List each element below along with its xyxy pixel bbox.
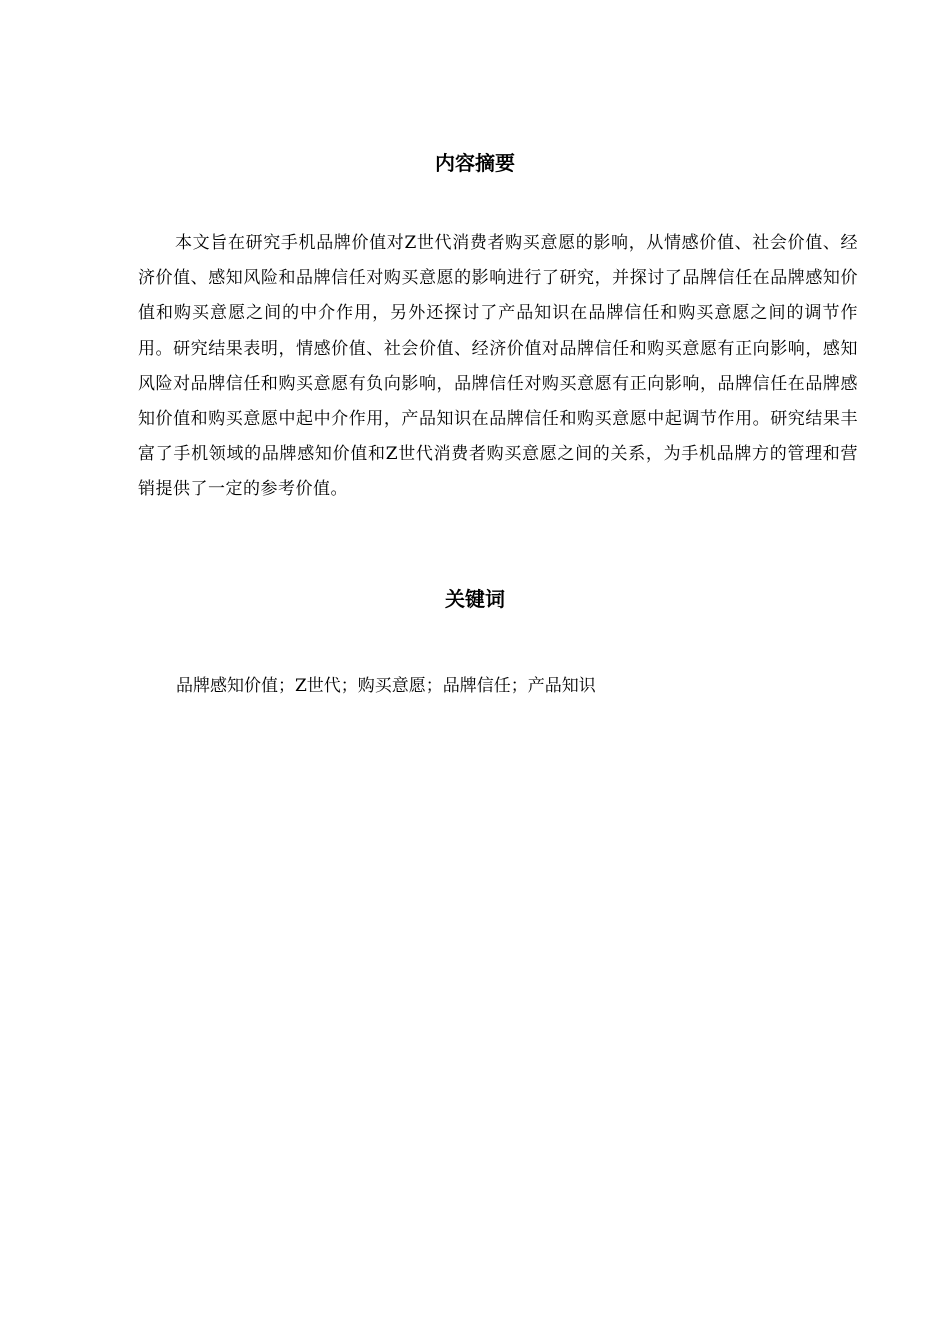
keywords-heading: 关键词 (445, 587, 505, 611)
keywords-list: 品牌感知价值；Z世代；购买意愿；品牌信任；产品知识 (176, 676, 596, 696)
abstract-heading: 内容摘要 (435, 151, 515, 175)
abstract-paragraph: 本文旨在研究手机品牌价值对Z世代消费者购买意愿的影响，从情感价值、社会价值、经济价值、感知风险和品牌信任对购买意愿的影响进行了研究，并探讨了品牌信任在品牌感知价值和购买意愿之间的中介作用，另外还探讨了产品知识在品牌信任和购买意愿之间的调节作用。研究结果表明，情感价值、社会价值、经济价值对品牌信任和购买意愿有正向影响，感知风险对品牌信任和购买意愿有负向影响，品牌信任对购买意愿有正向影响，品牌信任在品牌感知价值和购买意愿中起中介作用，产品知识在品牌信任和购买意愿中起调节作用。研究结果丰富了手机领域的品牌感知价值和Z世代消费者购买意愿之间的关系，为手机品牌方的管理和营销提供了一定的参考价值。 (138, 233, 858, 500)
